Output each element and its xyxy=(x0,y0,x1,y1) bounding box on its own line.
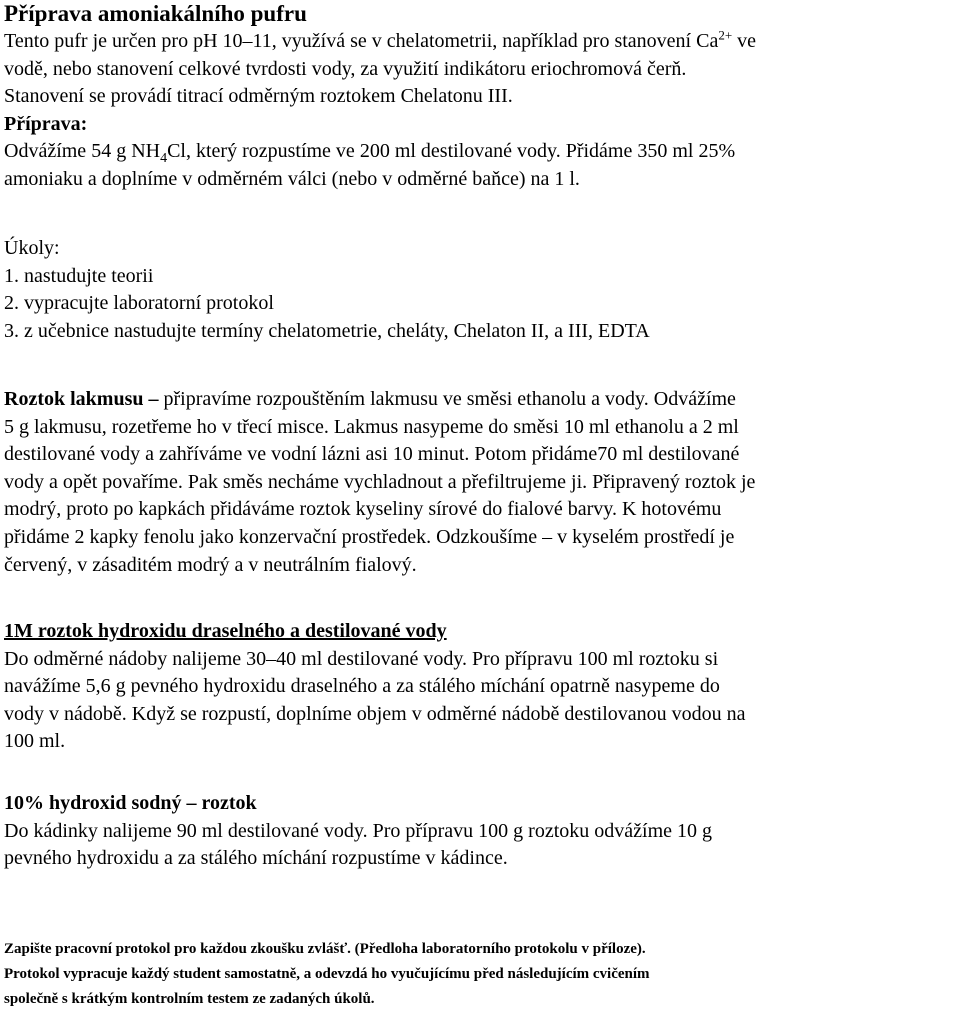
naoh-line-2: pevného hydroxidu a za stálého míchání rozpustíme v kádince. xyxy=(4,847,508,870)
intro-line-3: Stanovení se provádí titrací odměrným roztokem Chelatonu III. xyxy=(4,85,513,108)
intro-line-1 xyxy=(4,28,954,56)
litmus-line-7: červený, v zásaditém modrý a v neutrálním fialový. xyxy=(4,553,417,576)
naoh-section xyxy=(4,790,954,873)
litmus-line-3: destilované vody a zahříváme ve vodní lázni asi 10 minut. Potom přidáme70 ml destilované xyxy=(4,443,740,466)
preparation-line-1 xyxy=(4,138,954,166)
task-item-3: 3. z učebnice nastudujte termíny chelatometrie, cheláty, Chelaton II, a III, EDTA xyxy=(4,319,650,342)
footer-line-3: společně s krátkým kontrolním testem ze zadaných úkolů. xyxy=(4,991,375,1007)
litmus-line-5: modrý, proto po kapkách přidáváme roztok kyseliny sírové do fialové barvy. K hotovému xyxy=(4,498,722,521)
tasks-section xyxy=(4,235,954,345)
koh-line-3: vody v nádobě. Když se rozpustí, doplníme objem v odměrné nádobě destilovanou vodou na xyxy=(4,702,746,725)
prep-text-start: Odvážíme 54 g NH xyxy=(4,140,161,163)
koh-line-4: 100 ml. xyxy=(4,730,66,753)
preparation-heading: Příprava: xyxy=(4,112,88,135)
intro-line-2: vodě, nebo stanovení celkové tvrdosti vody, za využití indikátoru eriochromová čerň. xyxy=(4,57,687,80)
ammonium-subscript: 4 xyxy=(160,151,168,167)
footer-line-1: Zapište pracovní protokol pro každou zkoušku zvlášť. (Předloha laboratorního protokolu v příloze). xyxy=(4,941,646,957)
koh-section xyxy=(4,618,954,756)
calcium-charge: 2+ xyxy=(718,27,733,43)
koh-line-1: Do odměrné nádoby nalijeme 30–40 ml destilované vody. Pro přípravu 100 ml roztoku si xyxy=(4,647,719,670)
litmus-dash: – xyxy=(143,388,164,410)
litmus-section xyxy=(4,386,954,579)
litmus-line-1-text: připravíme rozpouštěním lakmusu ve směsi ethanolu a vody. Odvážíme xyxy=(163,388,736,410)
task-item-1: 1. nastudujte teorii xyxy=(4,264,154,287)
litmus-line-2: 5 g lakmusu, rozetřeme ho v třecí misce. Lakmus nasypeme do směsi 10 ml ethanolu a 2 ml xyxy=(4,415,739,438)
koh-line-2: navážíme 5,6 g pevného hydroxidu draselného a za stálého míchání opatrně nasypeme do xyxy=(4,675,720,698)
intro-line-1-end: ve xyxy=(732,30,757,52)
intro-section xyxy=(4,28,954,194)
footer-note xyxy=(4,937,954,1012)
litmus-heading: Roztok lakmusu xyxy=(4,388,144,410)
naoh-heading: 10% hydroxid sodný – roztok xyxy=(4,792,257,814)
footer-line-2: Protokol vypracuje každý student samostatně, a odevzdá ho vyučujícímu před následujícím cvičením xyxy=(4,966,650,982)
intro-line-1-text: Tento pufr je určen pro pH 10–11, využívá se v chelatometrii, například pro stanovení Ca xyxy=(4,30,719,52)
prep-text-end: Cl, který rozpustíme ve 200 ml destilované vody. Přidáme 350 ml 25% xyxy=(167,140,736,163)
naoh-line-1: Do kádinky nalijeme 90 ml destilované vody. Pro přípravu 100 g roztoku odvážíme 10 g xyxy=(4,819,713,842)
preparation-line-2: amoniaku a doplníme v odměrném válci (nebo v odměrné baňce) na 1 l. xyxy=(4,167,580,190)
task-item-2: 2. vypracujte laboratorní protokol xyxy=(4,292,274,315)
litmus-line-1 xyxy=(4,386,954,414)
litmus-line-6: přidáme 2 kapky fenolu jako konzervační prostředek. Odzkoušíme – v kyselém prostředí je xyxy=(4,525,735,548)
litmus-line-4: vody a opět povaříme. Pak směs necháme vychladnout a přefiltrujeme ji. Připravený roztok je xyxy=(4,470,756,493)
tasks-heading: Úkoly: xyxy=(4,237,60,259)
document-title: Příprava amoniakálního pufru xyxy=(4,1,307,26)
koh-heading: 1M roztok hydroxidu draselného a destilované vody xyxy=(4,620,447,642)
